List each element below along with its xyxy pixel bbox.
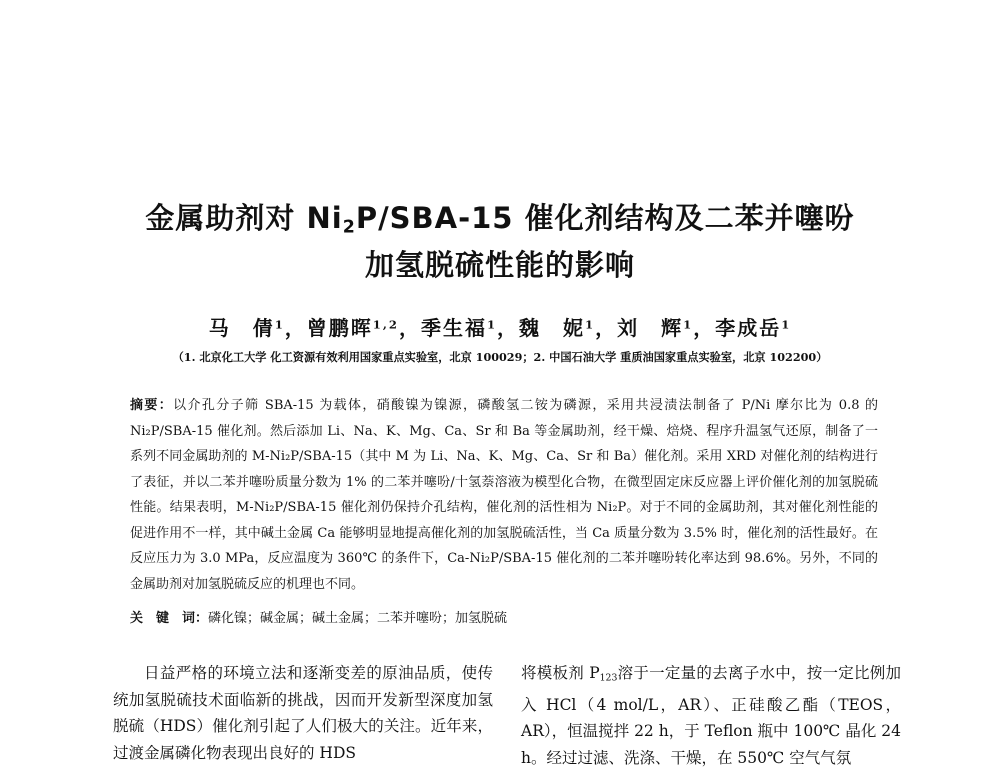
body-column-left [113, 660, 493, 766]
title-suffix: P/SBA-15 催化剂结构及二苯并噻吩 [355, 201, 855, 235]
paper-title-line-2: 加氢脱硫性能的影响 [364, 248, 635, 282]
author: 魏 妮$^1$， [519, 316, 618, 340]
affiliation: （1. 北京化工大学 化工资源有效利用国家重点实验室，北京 100029；2. 中国石油大学 重质油国家重点实验室，北京 102200） [172, 350, 828, 364]
body-column-right [521, 660, 901, 771]
author: 李成岳$^1$ [715, 316, 792, 340]
keywords-label: 关 键 词： [130, 611, 209, 626]
title-subscript: 2 [342, 217, 356, 238]
abstract-text: 以介孔分子筛 SBA-15 为载体，硝酸镍为镍源，磷酸氢二铵为磷源，采用共浸渍法制备了 P/Ni 摩尔比为 0.8 的 Ni₂P/SBA-15 催化剂。然后添加 Li、Na、K、Mg、Ca、Sr 和 Ba 等金属助剂，经干燥、焙烧、程序升温氢气还原，制备了一系列不同金属助剂的 M-Ni₂P/SBA-15（其中 M 为 Li、Na、K、Mg、Ca、Sr 和 Ba）催化剂。采用 XRD 对催化剂的结构进行了表征，并以二苯并噻吩质量分数为 1% 的二苯并噻吩/十氢萘溶液为模型化合物，在微型固定床反应器上评价催化剂的加氢脱硫性能。结果表明，M-Ni₂P/SBA-15 催化剂仍保持介孔结构，催化剂的活性相为 Ni₂P。对于不同的金属助剂，其对催化剂性能的促进作用不一样，其中碱土金属 Ca 能够明显地提高催化剂的加氢脱硫活性，当 Ca 质量分数为 3.5% 时，催化剂的活性最好。在反应压力为 3.0 MPa，反应温度为 360℃ 的条件下，Ca-Ni₂P/SBA-15 催化剂的二苯并噻吩转化率达到 98.6%。另外，不同的金属助剂对加氢脱硫反应的机理也不同。 [130, 398, 878, 592]
body-paragraph: 将模板剂 $P_{123}$溶于一定量的去离子水中，按一定比例加入 HCl（4 mol/L，AR）、正硅酸乙酯（TEOS，AR），恒温搅拌 22 h，于 Teflon 瓶中 100℃ 晶化 24 h。经过过滤、洗涤、干燥，在 550℃ 空气气氛 [521, 664, 901, 767]
body-paragraph: 日益严格的环境立法和逐渐变差的原油品质，使传统加氢脱硫技术面临新的挑战，因而开发新型深度加氢脱硫（HDS）催化剂引起了人们极大的关注。近年来，过渡金属磷化物表现出良好的 HDS [113, 664, 493, 762]
author: 曾鹏晖$^{1,2}$， [306, 316, 421, 340]
abstract-label: 摘要： [130, 398, 174, 413]
author-list [0, 312, 1000, 341]
author: 马 倩$^1$， [208, 316, 307, 340]
author: 刘 辉$^1$， [617, 316, 716, 340]
abstract [130, 393, 878, 597]
keywords-text: 磷化镍；碱金属；碱土金属；二苯并噻吩；加氢脱硫 [208, 611, 508, 626]
keywords [130, 606, 878, 631]
title-prefix: 金属助剂对 Ni [145, 201, 343, 235]
paper-title-line-1 [0, 196, 1000, 237]
author: 季生福$^1$， [420, 316, 520, 340]
